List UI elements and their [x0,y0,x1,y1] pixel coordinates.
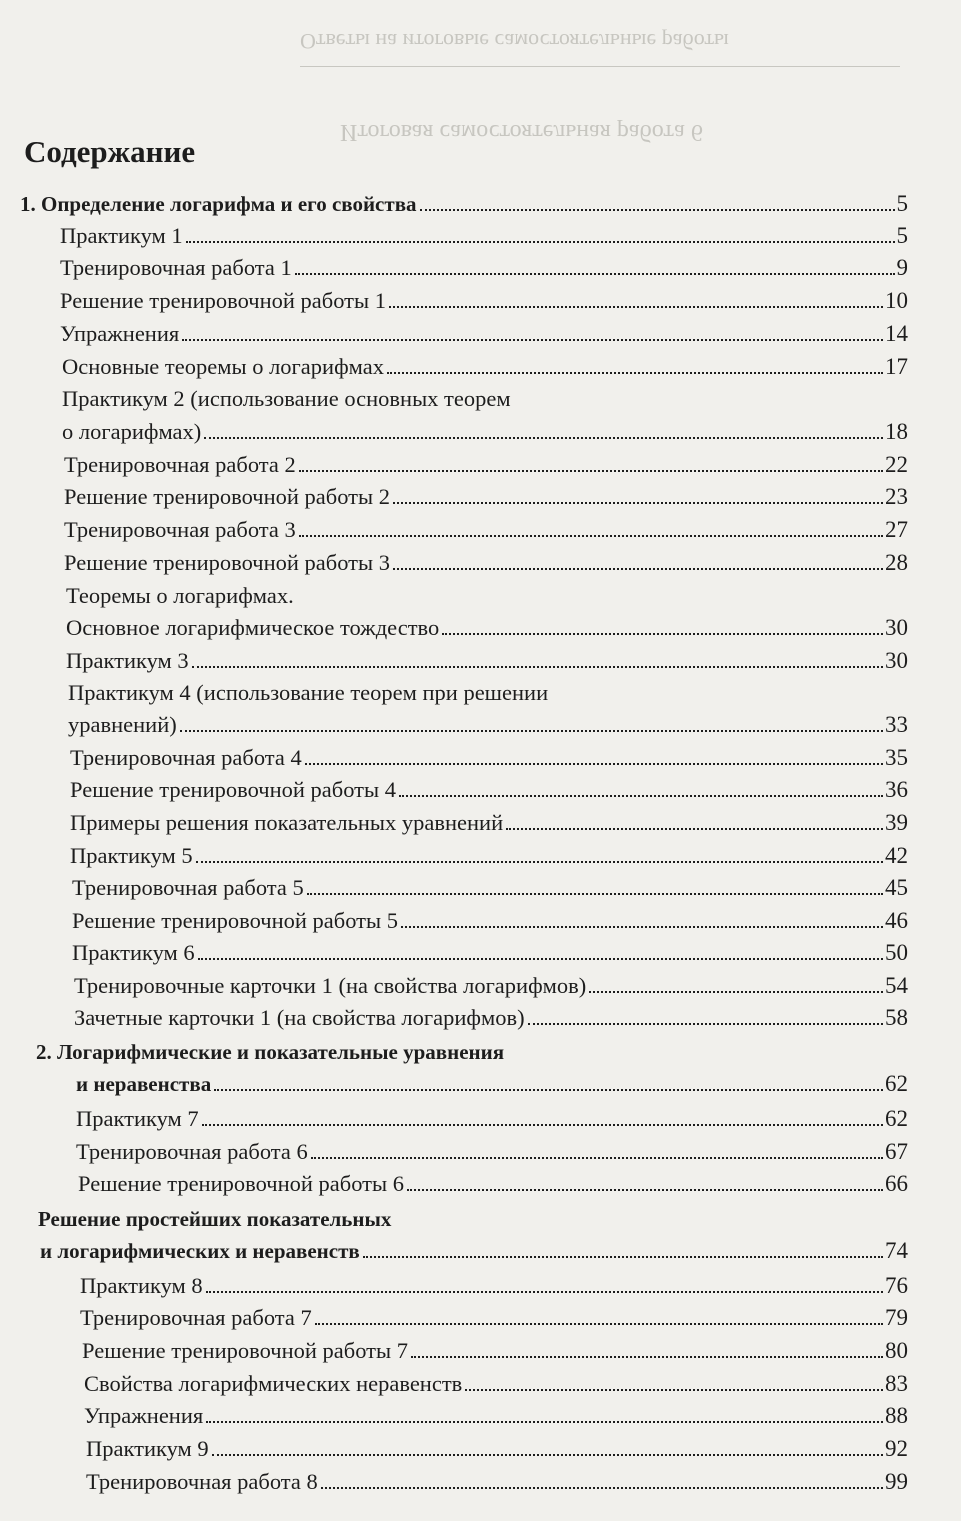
toc-entry-title: Основное логарифмическое тождество [66,615,440,640]
toc-entry-title: и неравенства [76,1072,212,1096]
toc-entry-page: 22 [885,452,908,477]
toc-entry-page: 80 [885,1338,908,1363]
toc-entry-page: 5 [896,191,908,216]
dot-leader [202,1124,883,1126]
toc-entry [80,1270,908,1302]
toc-entry [84,1400,908,1432]
toc-entry-page: 67 [885,1139,908,1164]
toc-entry-title: Зачетные карточки 1 (на свойства логарифмов) [74,1005,525,1030]
toc-entry-title: Решение тренировочной работы 5 [72,908,399,933]
toc-entry [64,514,908,546]
dot-leader [192,666,883,668]
dot-leader [212,1454,883,1456]
toc-entry-page: 54 [885,973,908,998]
toc-entry-title: уравнений) [68,712,177,737]
toc-entry-title: Тренировочные карточки 1 (на свойства логарифмов) [74,973,587,998]
dot-leader [299,470,883,472]
dot-leader [180,730,883,732]
dot-leader [506,828,883,830]
toc-entry-page: 28 [885,550,908,575]
toc-entry [64,481,908,513]
toc-entry-title: Практикум 3 [66,648,189,673]
toc-entry [70,807,908,839]
toc-entry-title: Решение тренировочной работы 1 [60,288,387,313]
dot-leader [182,339,883,341]
toc-entry-page: 76 [885,1273,908,1298]
toc-entry-page: 66 [885,1171,908,1196]
dot-leader [196,861,883,863]
toc-entry-title: Решение тренировочной работы 7 [82,1338,409,1363]
toc-entry-page: 5 [896,223,908,248]
dot-leader [305,763,883,765]
toc-entry [70,742,908,774]
toc-entry-title: Теоремы о логарифмах. [66,583,294,608]
toc-entry-title: Основные теоремы о логарифмах [62,354,384,379]
dot-leader [206,1421,883,1423]
toc-entry [70,840,908,872]
toc-entry-title: Упражнения [60,321,180,346]
dot-leader [204,437,883,439]
toc-entry-page: 83 [885,1371,908,1396]
toc-entry-title: Примеры решения показательных уравнений [70,810,504,835]
toc-entry [40,1235,908,1267]
dot-leader [186,241,895,243]
dot-leader [214,1089,883,1091]
dot-leader [411,1356,883,1358]
toc-entry-page: 62 [885,1106,908,1131]
toc-entry-page: 46 [885,908,908,933]
toc-entry [60,252,908,284]
toc-entry [60,220,908,252]
toc-entry [66,580,294,612]
toc-entry-page: 42 [885,843,908,868]
toc-entry-title: Тренировочная работа 1 [60,255,292,280]
dot-leader [393,568,883,570]
toc-entry [62,416,908,448]
toc-entry [36,1036,504,1068]
toc-entry-page: 30 [885,615,908,640]
dot-leader [393,502,883,504]
dot-leader [389,306,883,308]
dot-leader [465,1389,883,1391]
bleed-through-rule [300,66,900,67]
toc-entry-title: Тренировочная работа 7 [80,1305,312,1330]
dot-leader [399,795,883,797]
toc-entry-title: 1. Определение логарифма и его свойства [20,192,417,216]
toc-entry [64,547,908,579]
toc-entry-title: Практикум 4 (использование теорем при решении [68,680,549,705]
toc-entry [72,937,908,969]
toc-entry [66,645,908,677]
toc-entry-title: Практикум 9 [86,1436,209,1461]
dot-leader [589,991,883,993]
toc-entry-title: Практикум 6 [72,940,195,965]
dot-leader [299,535,883,537]
toc-entry-title: Решение простейших показательных [38,1207,392,1231]
dot-leader [442,633,883,635]
toc-entry-page: 17 [885,354,908,379]
toc-entry [82,1335,908,1367]
toc-entry-page: 35 [885,745,908,770]
toc-entry-title: Тренировочная работа 5 [72,875,304,900]
toc-entry-page: 36 [885,777,908,802]
toc-entry [84,1368,908,1400]
toc-entry [78,1168,908,1200]
toc-entry [76,1136,908,1168]
toc-entry-title: Решение тренировочной работы 2 [64,484,391,509]
toc-entry-page: 27 [885,517,908,542]
toc-entry-title: Тренировочная работа 8 [86,1469,318,1494]
dot-leader [321,1487,883,1489]
toc-entry-page: 79 [885,1305,908,1330]
toc-entry-title: Свойства логарифмических неравенств [84,1371,463,1396]
dot-leader [363,1256,883,1258]
toc-entry-page: 9 [896,255,908,280]
toc-entry [68,677,548,709]
toc-entry-page: 92 [885,1436,908,1461]
toc-entry-title: и логарифмических и неравенств [40,1239,360,1263]
dot-leader [420,209,895,211]
dot-leader [401,926,883,928]
dot-leader [315,1323,883,1325]
toc-entry-page: 99 [885,1469,908,1494]
toc-entry [70,774,908,806]
toc-entry-page: 18 [885,419,908,444]
toc-entry-page: 45 [885,875,908,900]
toc-entry-page: 74 [885,1238,908,1263]
toc-entry [38,1203,391,1235]
toc-entry [76,1068,908,1100]
toc-entry [62,383,511,415]
toc-entry-page: 23 [885,484,908,509]
toc-entry-title: Упражнения [84,1403,204,1428]
toc-entry-page: 88 [885,1403,908,1428]
toc-entry [74,970,908,1002]
toc-entry-page: 39 [885,810,908,835]
toc-entry [80,1302,908,1334]
toc-entry-title: Решение тренировочной работы 4 [70,777,397,802]
dot-leader [206,1291,883,1293]
toc-entry [86,1433,908,1465]
dot-leader [528,1023,883,1025]
dot-leader [311,1157,883,1159]
toc-entry [64,449,908,481]
toc-entry [74,1002,908,1034]
toc-entry [72,872,908,904]
toc-entry-title: Решение тренировочной работы 3 [64,550,391,575]
toc-entry-title: Тренировочная работа 6 [76,1139,308,1164]
toc-entry-title: о логарифмах) [62,419,202,444]
toc-entry-page: 30 [885,648,908,673]
toc-entry [60,318,908,350]
dot-leader [295,273,895,275]
toc-entry [76,1103,908,1135]
page-title: Содержание [24,134,196,169]
toc-entry-page: 62 [885,1071,908,1096]
toc-entry-title: Тренировочная работа 2 [64,452,296,477]
toc-entry [20,188,908,220]
toc-entry-title: Практикум 8 [80,1273,203,1298]
toc-entry-page: 10 [885,288,908,313]
toc-entry-page: 50 [885,940,908,965]
toc-entry-title: Тренировочная работа 4 [70,745,302,770]
toc-entry [62,351,908,383]
toc-entry [60,285,908,317]
toc-entry-title: Тренировочная работа 3 [64,517,296,542]
toc-entry-title: Практикум 5 [70,843,193,868]
toc-entry [86,1466,908,1498]
bleed-through-subheader: Итоговая самостоятельная работа 6 [340,119,703,145]
toc-entry-page: 14 [885,321,908,346]
toc-entry-title: Практикум 1 [60,223,183,248]
toc-entry-title: Практикум 7 [76,1106,199,1131]
toc-entry-title: Практикум 2 (использование основных теорем [62,386,511,411]
toc-entry-title: Решение тренировочной работы 6 [78,1171,405,1196]
bleed-through-header: Ответы на итоговые самостоятельные работы [300,29,729,54]
dot-leader [198,958,883,960]
toc-entry-title: 2. Логарифмические и показательные уравнения [36,1040,505,1064]
dot-leader [387,372,883,374]
dot-leader [307,893,883,895]
dot-leader [407,1189,883,1191]
toc-entry-page: 33 [885,712,908,737]
toc-entry [68,709,908,741]
toc-entry [66,612,908,644]
toc-entry [72,905,908,937]
toc-entry-page: 58 [885,1005,908,1030]
